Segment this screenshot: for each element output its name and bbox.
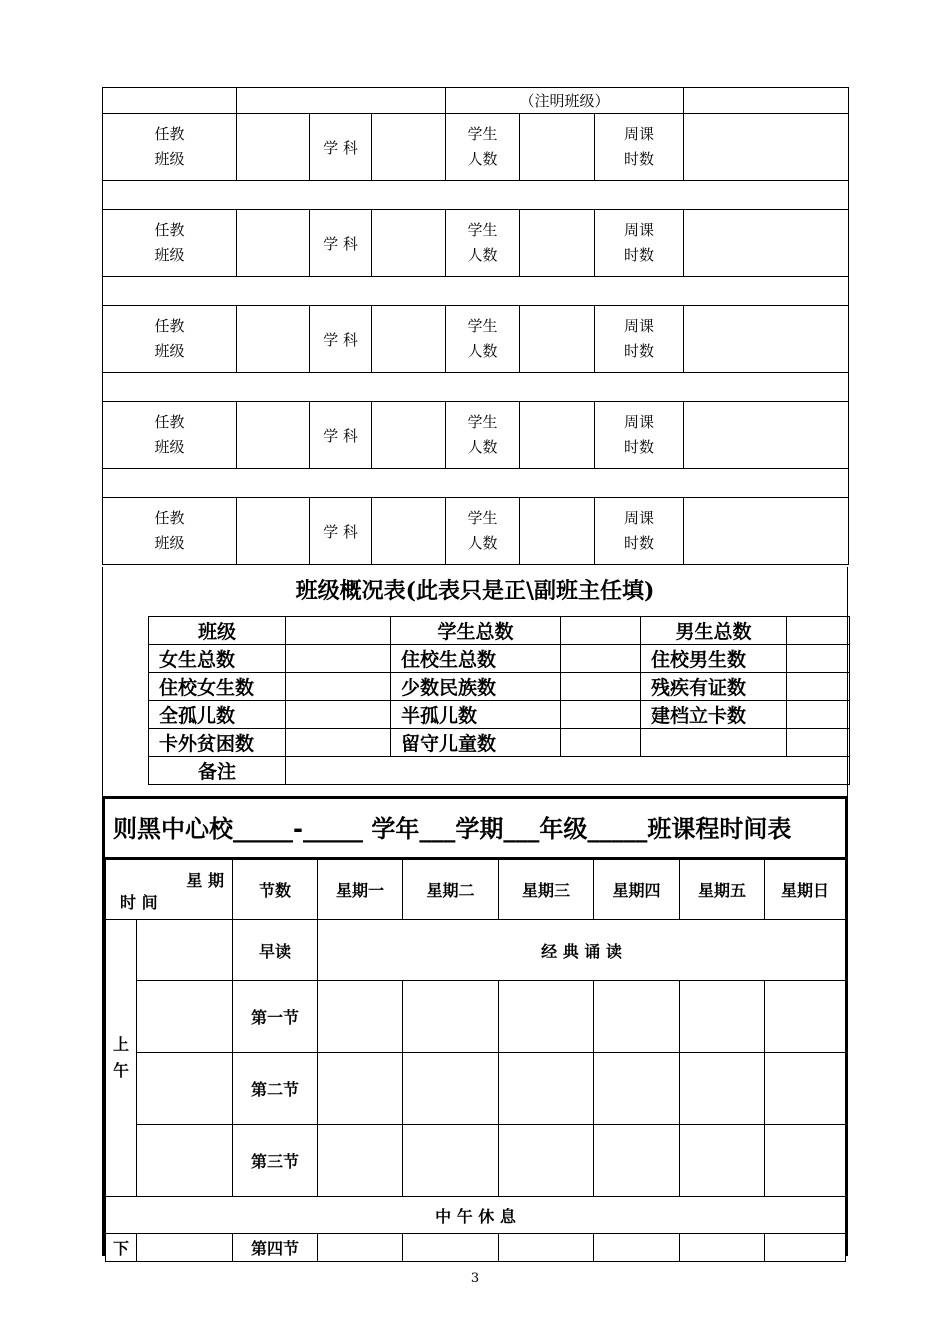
spacer-row: [103, 277, 849, 306]
overview-label: [641, 729, 787, 757]
overview-label: 卡外贫困数: [149, 729, 286, 757]
overview-value[interactable]: [561, 645, 641, 673]
schedule-cell[interactable]: [499, 1125, 594, 1197]
subject-label: 学 科: [310, 402, 372, 469]
schedule-cell[interactable]: [680, 981, 765, 1053]
schedule-cell[interactable]: [318, 981, 403, 1053]
class-label: 任教 班级: [103, 402, 237, 469]
overview-value[interactable]: [787, 645, 850, 673]
day-header: 星期一: [318, 860, 403, 920]
overview-value[interactable]: [787, 729, 850, 757]
students-value[interactable]: [520, 114, 595, 181]
schedule-cell[interactable]: [765, 1125, 846, 1197]
class-value[interactable]: [237, 210, 310, 277]
schedule-cell[interactable]: [499, 1234, 594, 1262]
class-overview-title: 班级概况表(此表只是正\副班主任填): [102, 567, 848, 615]
schedule-cell[interactable]: [594, 1053, 680, 1125]
day-header: 星期四: [594, 860, 680, 920]
period-label: 第一节: [233, 981, 318, 1053]
students-label: 学生 人数: [446, 210, 520, 277]
spacer-row: [103, 181, 849, 210]
hours-value[interactable]: [684, 114, 849, 181]
schedule-cell[interactable]: [318, 1234, 403, 1262]
hours-value[interactable]: [684, 402, 849, 469]
schedule-title: 则黑中心校_____-_____ 学年___学期___年级_____班课程时间表: [105, 799, 845, 859]
remark-value[interactable]: [286, 757, 850, 785]
time-cell[interactable]: [137, 981, 233, 1053]
overview-label: 留守儿童数: [391, 729, 561, 757]
time-cell[interactable]: [137, 1125, 233, 1197]
overview-value[interactable]: [286, 617, 391, 645]
day-header: 星期二: [403, 860, 499, 920]
overview-value[interactable]: [561, 673, 641, 701]
remark-label: 备注: [149, 757, 286, 785]
spacer-row: [103, 469, 849, 498]
class-overview-table: [148, 616, 850, 785]
class-overview-section: [102, 615, 848, 797]
teaching-assignment-table: [102, 87, 849, 565]
day-header: 星期三: [499, 860, 594, 920]
class-label: 任教 班级: [103, 498, 237, 565]
early-reading-label: 早读: [233, 920, 318, 981]
schedule-cell[interactable]: [765, 981, 846, 1053]
overview-label: 女生总数: [149, 645, 286, 673]
hours-label: 周课 时数: [595, 498, 684, 565]
schedule-cell[interactable]: [403, 1125, 499, 1197]
schedule-cell[interactable]: [318, 1053, 403, 1125]
class-value[interactable]: [237, 498, 310, 565]
subject-value[interactable]: [372, 306, 446, 373]
subject-label: 学 科: [310, 498, 372, 565]
schedule-cell[interactable]: [318, 1125, 403, 1197]
overview-value[interactable]: [787, 673, 850, 701]
course-schedule: [102, 796, 848, 1256]
time-cell[interactable]: [137, 1053, 233, 1125]
overview-label: 班级: [149, 617, 286, 645]
time-cell[interactable]: [137, 920, 233, 981]
overview-label: 住校男生数: [641, 645, 787, 673]
hours-label: 周课 时数: [595, 210, 684, 277]
subject-value[interactable]: [372, 498, 446, 565]
overview-label: 全孤儿数: [149, 701, 286, 729]
period-label: 第二节: [233, 1053, 318, 1125]
overview-value[interactable]: [787, 701, 850, 729]
note-label: （注明班级）: [446, 88, 684, 114]
class-label: 任教 班级: [103, 210, 237, 277]
overview-value[interactable]: [286, 673, 391, 701]
schedule-cell[interactable]: [594, 1234, 680, 1262]
class-label: 任教 班级: [103, 306, 237, 373]
overview-value[interactable]: [561, 729, 641, 757]
hours-value[interactable]: [684, 210, 849, 277]
schedule-cell[interactable]: [680, 1234, 765, 1262]
students-label: 学生 人数: [446, 498, 520, 565]
class-value[interactable]: [237, 402, 310, 469]
schedule-cell[interactable]: [499, 1053, 594, 1125]
overview-label: 半孤儿数: [391, 701, 561, 729]
overview-label: 住校女生数: [149, 673, 286, 701]
overview-value[interactable]: [286, 701, 391, 729]
time-cell[interactable]: [137, 1234, 233, 1262]
schedule-cell[interactable]: [765, 1053, 846, 1125]
schedule-cell[interactable]: [594, 1125, 680, 1197]
overview-value[interactable]: [286, 645, 391, 673]
hours-label: 周课 时数: [595, 306, 684, 373]
hours-value[interactable]: [684, 498, 849, 565]
schedule-cell[interactable]: [403, 1234, 499, 1262]
overview-label: 建档立卡数: [641, 701, 787, 729]
hours-value[interactable]: [684, 306, 849, 373]
period-label: 第三节: [233, 1125, 318, 1197]
class-label: 任教 班级: [103, 114, 237, 181]
schedule-cell[interactable]: [403, 1053, 499, 1125]
class-value[interactable]: [237, 306, 310, 373]
students-value[interactable]: [520, 306, 595, 373]
period-label: 第四节: [233, 1234, 318, 1262]
document-sheet: [102, 87, 848, 1256]
class-value[interactable]: [237, 114, 310, 181]
subject-value[interactable]: [372, 402, 446, 469]
header-time: 时 间: [120, 893, 158, 912]
day-header: 星期日: [765, 860, 846, 920]
blank-cell[interactable]: [237, 88, 446, 114]
header-week: 星 期: [186, 871, 224, 890]
overview-label: 少数民族数: [391, 673, 561, 701]
spacer-row: [103, 373, 849, 402]
week-time-header: [106, 860, 233, 920]
page-number: 3: [470, 1271, 480, 1286]
overview-value[interactable]: [286, 729, 391, 757]
subject-label: 学 科: [310, 306, 372, 373]
subject-label: 学 科: [310, 210, 372, 277]
morning-label: 上 午: [106, 920, 137, 1197]
blank-cell: [103, 88, 237, 114]
schedule-cell[interactable]: [594, 981, 680, 1053]
students-value[interactable]: [520, 210, 595, 277]
schedule-cell[interactable]: [680, 1053, 765, 1125]
overview-label: 住校生总数: [391, 645, 561, 673]
hours-label: 周课 时数: [595, 114, 684, 181]
overview-label: 男生总数: [641, 617, 787, 645]
overview-label: 残疾有证数: [641, 673, 787, 701]
subject-label: 学 科: [310, 114, 372, 181]
subject-value[interactable]: [372, 210, 446, 277]
overview-value[interactable]: [561, 701, 641, 729]
students-label: 学生 人数: [446, 114, 520, 181]
schedule-cell[interactable]: [680, 1125, 765, 1197]
hours-label: 周课 时数: [595, 402, 684, 469]
noon-break: 中 午 休 息: [106, 1197, 846, 1234]
overview-value[interactable]: [787, 617, 850, 645]
overview-value[interactable]: [561, 617, 641, 645]
schedule-cell[interactable]: [403, 981, 499, 1053]
students-label: 学生 人数: [446, 402, 520, 469]
schedule-table: [105, 859, 846, 1262]
classic-reading-label: 经 典 诵 读: [318, 920, 846, 981]
header-period: 节数: [233, 860, 318, 920]
students-value[interactable]: [520, 498, 595, 565]
afternoon-label: 下: [106, 1234, 137, 1262]
schedule-cell[interactable]: [499, 981, 594, 1053]
day-header: 星期五: [680, 860, 765, 920]
students-value[interactable]: [520, 402, 595, 469]
students-label: 学生 人数: [446, 306, 520, 373]
schedule-cell[interactable]: [765, 1234, 846, 1262]
subject-value[interactable]: [372, 114, 446, 181]
overview-label: 学生总数: [391, 617, 561, 645]
blank-cell[interactable]: [684, 88, 849, 114]
